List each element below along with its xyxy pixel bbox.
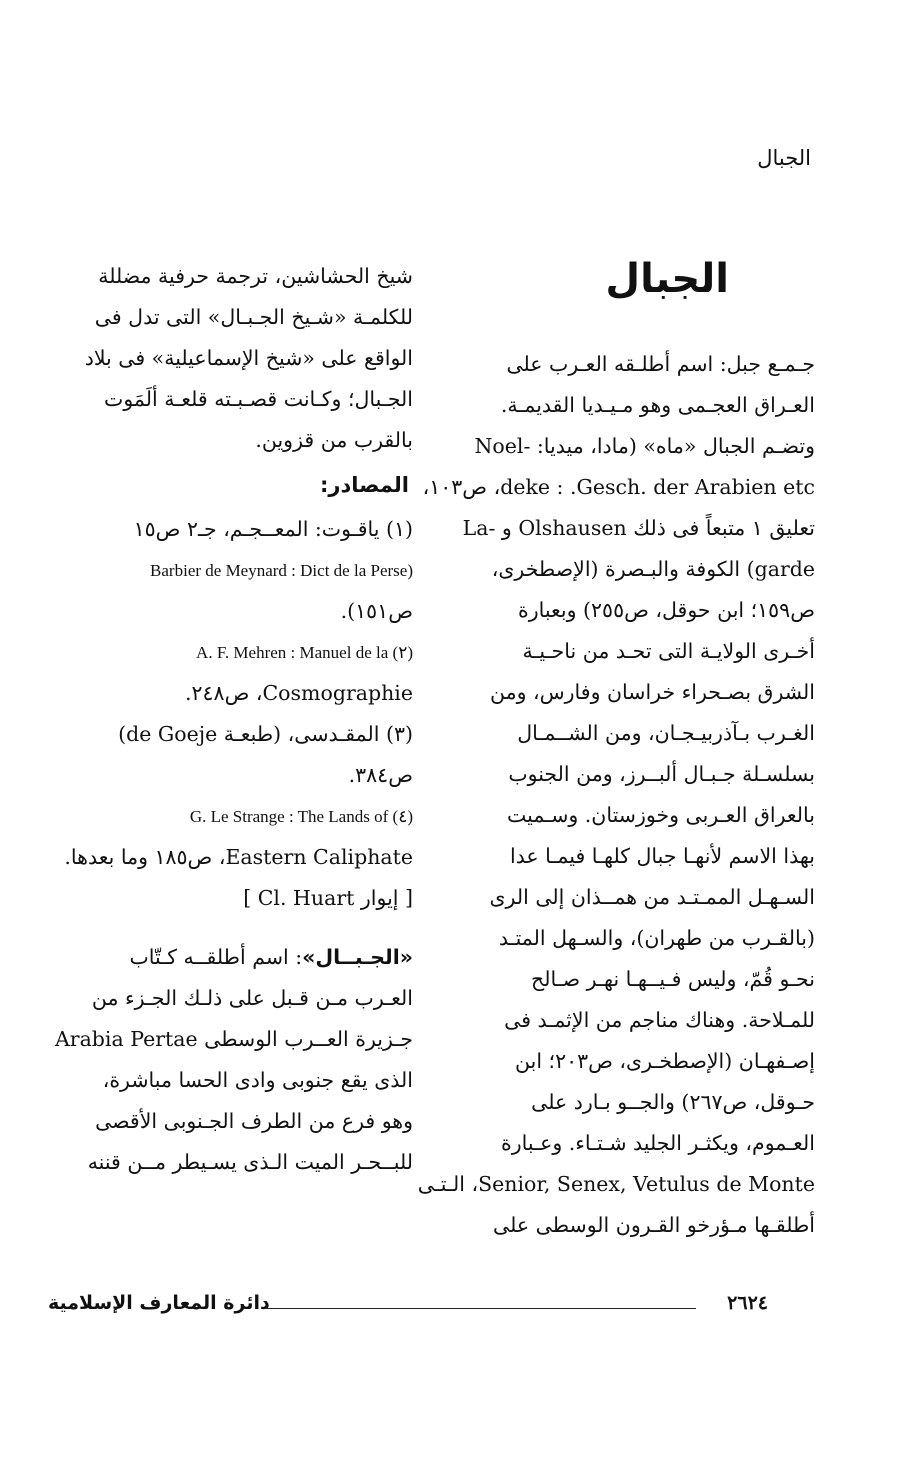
text-line: وتضـم الجبال «ماه» (مادا، ميديا: -Noel [474,434,815,458]
footer-rule [263,1308,696,1309]
text-line: بالقرب من قزوين. [255,428,413,452]
text-line: جـزيرة العــرب الوسطى Arabia Pertae [54,1027,413,1051]
author-signature: [ إيوار Cl. Huart ] [243,886,413,910]
sources-heading: المصادر: [319,473,409,497]
text-line: شيخ الحشاشين، ترجمة حرفية مضللة [98,264,413,288]
text-line: بهذا الاسم لأنهـا جبال كلهـا فيمـا عدا [509,844,815,868]
text-line: نحـو قُمّ، وليس فـيــهـا نهـر صـالح [531,967,815,991]
text-line: ص١٥٩؛ ابن حوقل، ص٢٥٥) وبعبارة [517,598,815,622]
page-number: ٢٦٢٤ [727,1292,768,1314]
entry-title: الجبال [605,256,729,302]
text-line: بالعراق العـربى وخوزستان. وسـميت [507,803,815,827]
text-line: الغـرب بـآذربيـجـان، ومن الشــمـال [517,721,815,745]
text-line [48,937,413,978]
text-line: الجـبال؛ وكـانت قصـبـته قلعـة ألَمَوت [104,387,413,411]
entry-separator [48,919,413,937]
source-line: (٢) A. F. Mehren : Manuel de la [196,643,413,662]
text-line: الشرق بصـحراء خراسان وفارس، ومن [489,680,815,704]
text-line: للمـلاحة. وهناك مناجم من الإثمـد فى [504,1008,815,1032]
text-line: بسلسـلة جـبـال ألبــرز، ومن الجنوب [508,762,815,786]
left-column [48,256,413,1183]
text-line: العـموم، ويكثـر الجليد شـتـاء. وعـبارة [501,1131,815,1155]
source-line: (Barbier de Meynard : Dict de la Perse [150,561,413,580]
page-footer [48,1292,768,1322]
source-line: Cosmographie، ص٢٤٨. [185,681,413,705]
text-line: للبــحـر الميت الـذى يسـيطر مــن قننه [87,1150,413,1174]
text-line: deke : .Gesch. der Arabien etc، ص١٠٣، [422,475,815,499]
journal-title: دائرة المعارف الإسلامية [48,1292,270,1314]
running-head: الجبال [757,146,811,170]
source-line: ص٣٨٤. [348,763,413,787]
text-line: وهو فرع من الطرف الجـنوبى الأقصى [95,1109,413,1133]
text-line: السـهـل الممـتـد من همــذان إلى الرى [489,885,815,909]
text-line: للكلمـة «شـيخ الجـبـال» التى تدل فى [94,305,413,329]
entry-term: «الجـبــال» [302,945,413,969]
right-column [417,250,815,1246]
text-line: العـراق العجـمى وهو مـيـديا القديمـة. [500,393,815,417]
text-line: garde) الكوفة والبـصرة (الإصطخرى، [491,557,815,581]
source-line: ص١٥١). [340,599,413,623]
text-line: تعليق ١ متبعاً فى ذلك Olshausen و -La [462,516,815,540]
source-line: (١) ياقـوت: المعــجـم، جـ٢ ص١٥ [133,517,413,541]
text-line: جـمـع جبل: اسم أطلـقه العـرب على [506,352,815,376]
text-line: أطلقـها مـؤرخو القـرون الوسطى على [493,1213,815,1237]
text-line: إصـفهـان (الإصطخـرى، ص٢٠٣؛ ابن [515,1049,815,1073]
text-line: أخـرى الولايـة التى تحـد من ناحـيـة [522,639,815,663]
source-line: (٤) G. Le Strange : The Lands of [189,807,413,826]
text-run: : اسم أطلقــه كـتّاب [129,945,303,969]
text-line: حـوقل، ص٢٦٧) والجــو بـارد على [531,1090,815,1114]
source-line: (٣) المقـدسى، (طبعـة de Goeje) [118,722,413,746]
text-line: الذى يقع جنوبى وادى الحسا مباشرة، [102,1068,413,1092]
text-line: (بالقـرب من طهران)، والسـهل المتـد [498,926,815,950]
source-line: Eastern Caliphate، ص١٨٥ وما بعدها. [64,845,413,869]
text-line: الواقع على «شيخ الإسماعيلية» فى بلاد [84,346,413,370]
text-line: Senior, Senex, Vetulus de Monte، الـتـى [417,1172,815,1196]
text-line: العـرب مـن قـبل على ذلـك الجـزء من [91,986,413,1010]
